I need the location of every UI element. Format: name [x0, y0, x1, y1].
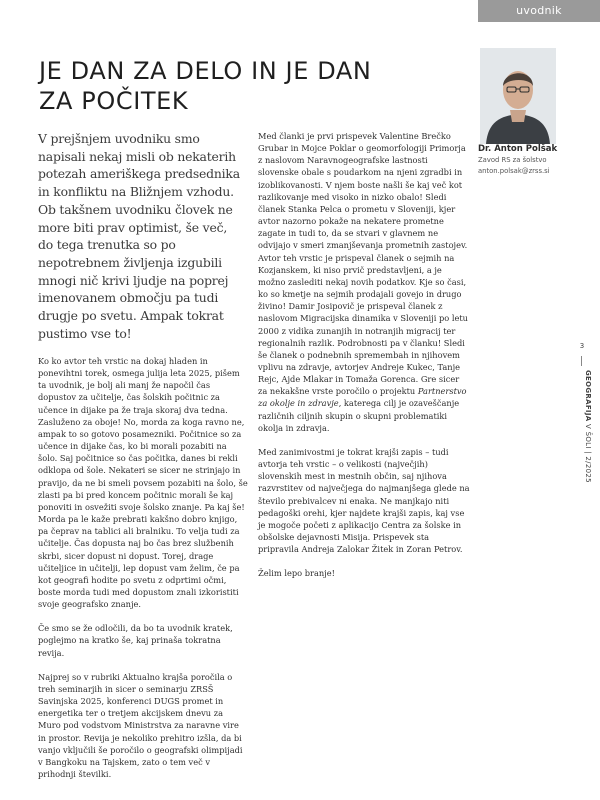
page-sidebar: [570, 342, 594, 522]
lead-paragraph: V prejšnjem uvodniku smo napisali nekaj misli ob nekaterih potezah ameriškega predsednika in konfliktu na Bližnjem vzhodu. Ob takšnem uvodniku človek ne more biti prav optimist, še več, do tega trenutka so po nepotrebnem življenja izgubili mnogi nič krivi ljudje na poprej imenovanem območju pa tudi drugje po svetu. Ampak tokrat pustimo vse to!: [38, 131, 240, 341]
paragraph: Najprej so v rubriki Aktualno krajša poročila o treh seminarjih in sicer o seminarju ZRSŠ Savinjska 2025, konferenci DUGS promet in energetika ter o tretjem akcijskem dnevu za Muro pod vodstvom Ministrstva za naravne vire in prostor. Revija je nekoliko prehitro izšla, da bi vanjo vključili še poročilo o geografski olimpijadi v Bangkoku na Tajskem, zato o tem več v prihodnji številki.: [38, 671, 243, 779]
paragraph: Med zanimivostmi je tokrat krajši zapis – tudi avtorja teh vrstic – o velikosti (največjih) slovenskih mest in mestnih občin, saj njihova razvrstitev od največjega do najmanjšega glede na število prebivalcev ni enaka. Ne manjkajo niti pedagoški orehi, kjer najdete krajši zapis, kaj vse je mogoče početi z aplikacijo Centra za šolske in obšolske dejavnosti Misija. Prispevek sta pripravila Andreja Zalokar Žitek in Zoran Petrov.: [258, 446, 470, 555]
closing-line: Želim lepo branje!: [258, 568, 335, 579]
paragraph: [258, 130, 470, 434]
page-number: 3: [579, 342, 585, 350]
body-column-2: [258, 130, 470, 591]
journal-issue: V ŠOLI | 2/2025: [584, 421, 592, 483]
author-photo: [480, 48, 556, 144]
author-email: anton.polsak@zrss.si: [478, 167, 550, 175]
body-column-1: [38, 355, 248, 792]
divider: [581, 356, 582, 366]
paragraph: Ko ko avtor teh vrstic na dokaj hladen in ponevihtni torek, osmega julija leta 2025, pišem ta uvodnik, je bolj ali manj že napočil čas dopustov za učitelje, čas šolskih počitnic za učence in dijake pa že traja skoraj dva tedna. Zasluženo za oboje! No, morda za koga ravno ne, ampak to so gotovo posamezniki. Počitnice so za učence in dijake čas, ko bi morali pozabiti na šolo. Saj počitnice so čas počitka, danes bi rekli odklopa od šole. Nekateri se sicer ne strinjajo in pravijo, da ne bi smeli povsem pozabiti na šolo, še zlasti pa bi pred koncem počitnic morali še kaj ponoviti in osvežiti svoje šolsko znanje. Pa kaj še! Morda pa le kaže prebrati kakšno dobro knjigo, pa čeprav na tablici ali bralniku. To velja tudi za učitelje. Čas dopusta naj bo čas brez službenih skrbi, sicer dopust ni dopust. Torej, drage učiteljice in učitelji, lep dopust vam želim, če pa kot geografi hodite po svetu z odprtimi očmi, boste morda tudi med dopustom znali izkoristiti svoje geografsko znanje.: [38, 356, 248, 610]
paragraph-text: Med članki je prvi prispevek Valentine Brečko Grubar in Mojce Poklar o geomorfologiji Primorja z naslovom Naravnogeografske lastnosti slovenske obale s poudarkom na njeni zgradbi in izoblikovanosti. V njem boste našli še kaj več kot razlikovanje med visoko in nizko obalo! Sledi članek Stanka Pelca o prometu v Sloveniji, kjer avtor nazorno pokaže na nekatere prometne zagate in tudi to, da se stvari v glavnem ne odvijajo v smeri zmanjševanja prometnih zastojev. Avtor teh vrstic je prispeval članek o sejmih na Kozjanskem, ki niso prvič predstavljeni, a je možno zaslediti nekaj novih podatkov. Kje so časi, ko so kmetje na sejmih prodajali govejo in drugo živino! Damir Josipovič je prispeval članek z naslovom Migracijska dinamika v Sloveniji po letu 2000 z vidika zunanjih in notranjih migracij ter regionalnih razlik. Podrobnosti pa v članku! Sledi še članek o podnebnih spremembah in njihovem vplivu na zdravje, avtorjev Andreje Kukec, Tanje Rejc, Ajde Mlakar in Tomaža Gorenca. Gre sicer za nekakšne vrste poročilo o projektu: [258, 131, 468, 397]
paragraph-text: , katerega cilj je ozaveščanje različnih ciljnih skupin o skupni problematiki okolja in zdravja.: [258, 398, 460, 433]
author-box: [478, 140, 596, 176]
journal-label: [572, 370, 592, 483]
paragraph: Če smo se že odločili, da bo ta uvodnik kratek, poglejmo na kratko še, kaj prinaša tokratna revija.: [38, 623, 233, 658]
article-title: [39, 56, 479, 116]
project-title: Partnerstvo za okolje in zdravje: [258, 386, 467, 409]
title-line-1: JE DAN ZA DELO IN JE DAN: [39, 57, 372, 85]
author-name: Dr. Anton Polšak: [478, 144, 558, 154]
section-tag: uvodnik: [478, 0, 600, 22]
author-institution: Zavod RS za šolstvo: [478, 156, 547, 164]
title-line-2: ZA POČITEK: [39, 87, 189, 115]
journal-name: GEOGRAFIJA: [584, 370, 592, 422]
